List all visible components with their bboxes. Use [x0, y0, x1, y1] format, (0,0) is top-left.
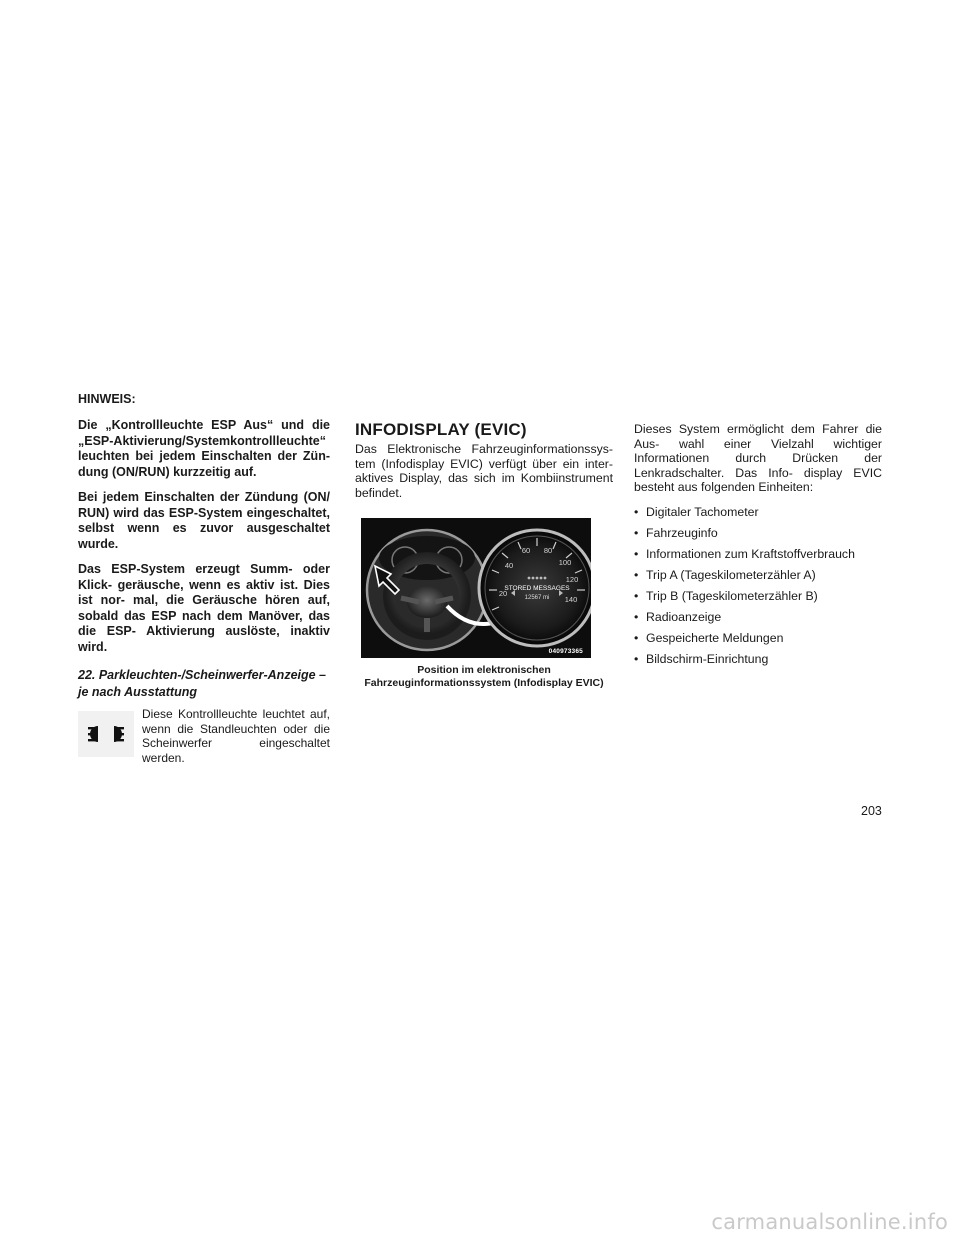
instrument-cluster-illustration: [361, 518, 591, 658]
caption-line-1: Position im elektronischen: [417, 664, 551, 676]
list-item: • Fahrzeuginfo: [634, 525, 718, 540]
watermark-link[interactable]: carmanualsonline.info: [711, 1210, 948, 1234]
middle-column: [355, 392, 613, 690]
indicator-subheading: 22. Parkleuchten-/Scheinwerfer-Anzeige – je nach Ausstattung: [78, 668, 327, 699]
note-paragraph-3: Das ESP-System erzeugt Summ- oder Klick- geräusche, wenn es aktiv ist. Dies ist nor- mal, die Geräusche hören auf, sobald das ESP nach dem Manöver, das die ESP- Aktivierung auslöste, inaktiv wird.: [78, 562, 330, 654]
dial-number: 140: [564, 595, 578, 604]
indicator-description: Diese Kontrollleuchte leuchtet auf, wenn die Standleuchten oder die Scheinwerfer eingeschaltet werden.: [142, 707, 330, 765]
dial-number: 20: [498, 589, 508, 598]
bullet-icon: •: [634, 609, 639, 624]
steering-wheel-inset: [367, 530, 487, 650]
dial-number: 100: [558, 558, 572, 567]
note-heading: HINWEIS:: [78, 392, 136, 406]
page-number: 203: [861, 804, 882, 818]
parking-lamp-icon: [78, 711, 134, 757]
bullet-icon: •: [634, 630, 639, 645]
caption-line-2: Fahrzeuginformationssystem (Infodisplay EVIC): [364, 677, 604, 689]
list-item: • Trip B (Tageskilometerzähler B): [634, 588, 818, 603]
dial-number: 80: [543, 546, 553, 555]
dial-number: 40: [504, 561, 514, 570]
evic-screen-odometer: 12567 mi: [524, 595, 550, 601]
left-column: [78, 392, 330, 765]
note-paragraph-2: Bei jedem Einschalten der Zündung (ON/ RUN) wird das ESP-System eingeschaltet, selbst wenn es zuvor ausgeschaltet wurde.: [78, 490, 330, 551]
right-column: [634, 422, 882, 673]
image-code: 040973365: [548, 648, 583, 655]
bullet-icon: •: [634, 525, 639, 540]
evic-screen-message: STORED MESSAGES: [504, 585, 570, 592]
evic-units-list: [634, 505, 882, 667]
list-item: • Gespeicherte Meldungen: [634, 630, 784, 645]
figure-caption: [355, 664, 613, 690]
list-item: • Radioanzeige: [634, 609, 722, 624]
note-paragraph-1: Die „Kontrollleuchte ESP Aus“ und die „ESP-Aktivierung/Systemkontrollleuchte“ leuchten bei jedem Einschalten der Zün- dung (ON/RUN) kurzzeitig auf.: [78, 418, 330, 479]
evic-figure: [361, 518, 591, 658]
bullet-icon: •: [634, 588, 639, 603]
system-description: Dieses System ermöglicht dem Fahrer die Aus- wahl einer Vielzahl wichtiger Informationen durch Drücken der Lenkradschalter. Das Info- display EVIC besteht aus folgenden Einheiten:: [634, 422, 882, 494]
section-title: INFODISPLAY (EVIC): [355, 420, 527, 439]
bullet-icon: •: [634, 546, 639, 561]
list-item: • Digitaler Tachometer: [634, 504, 759, 519]
dial-number: 60: [521, 546, 531, 555]
bullet-icon: •: [634, 651, 639, 666]
speedometer-dial: [479, 530, 591, 646]
list-item: • Informationen zum Kraftstoffverbrauch: [634, 546, 855, 561]
list-item: • Bildschirm-Einrichtung: [634, 651, 769, 666]
list-item: • Trip A (Tageskilometerzähler A): [634, 567, 816, 582]
evic-intro: Das Elektronische Fahrzeuginformationssys- tem (Infodisplay EVIC) verfügt über ein inter- aktives Display, das sich im Kombiinstrument befindet.: [355, 442, 613, 500]
dial-number: 120: [565, 575, 579, 584]
parking-lamp-indicator: [78, 707, 330, 765]
bullet-icon: •: [634, 567, 639, 582]
bullet-icon: •: [634, 504, 639, 519]
